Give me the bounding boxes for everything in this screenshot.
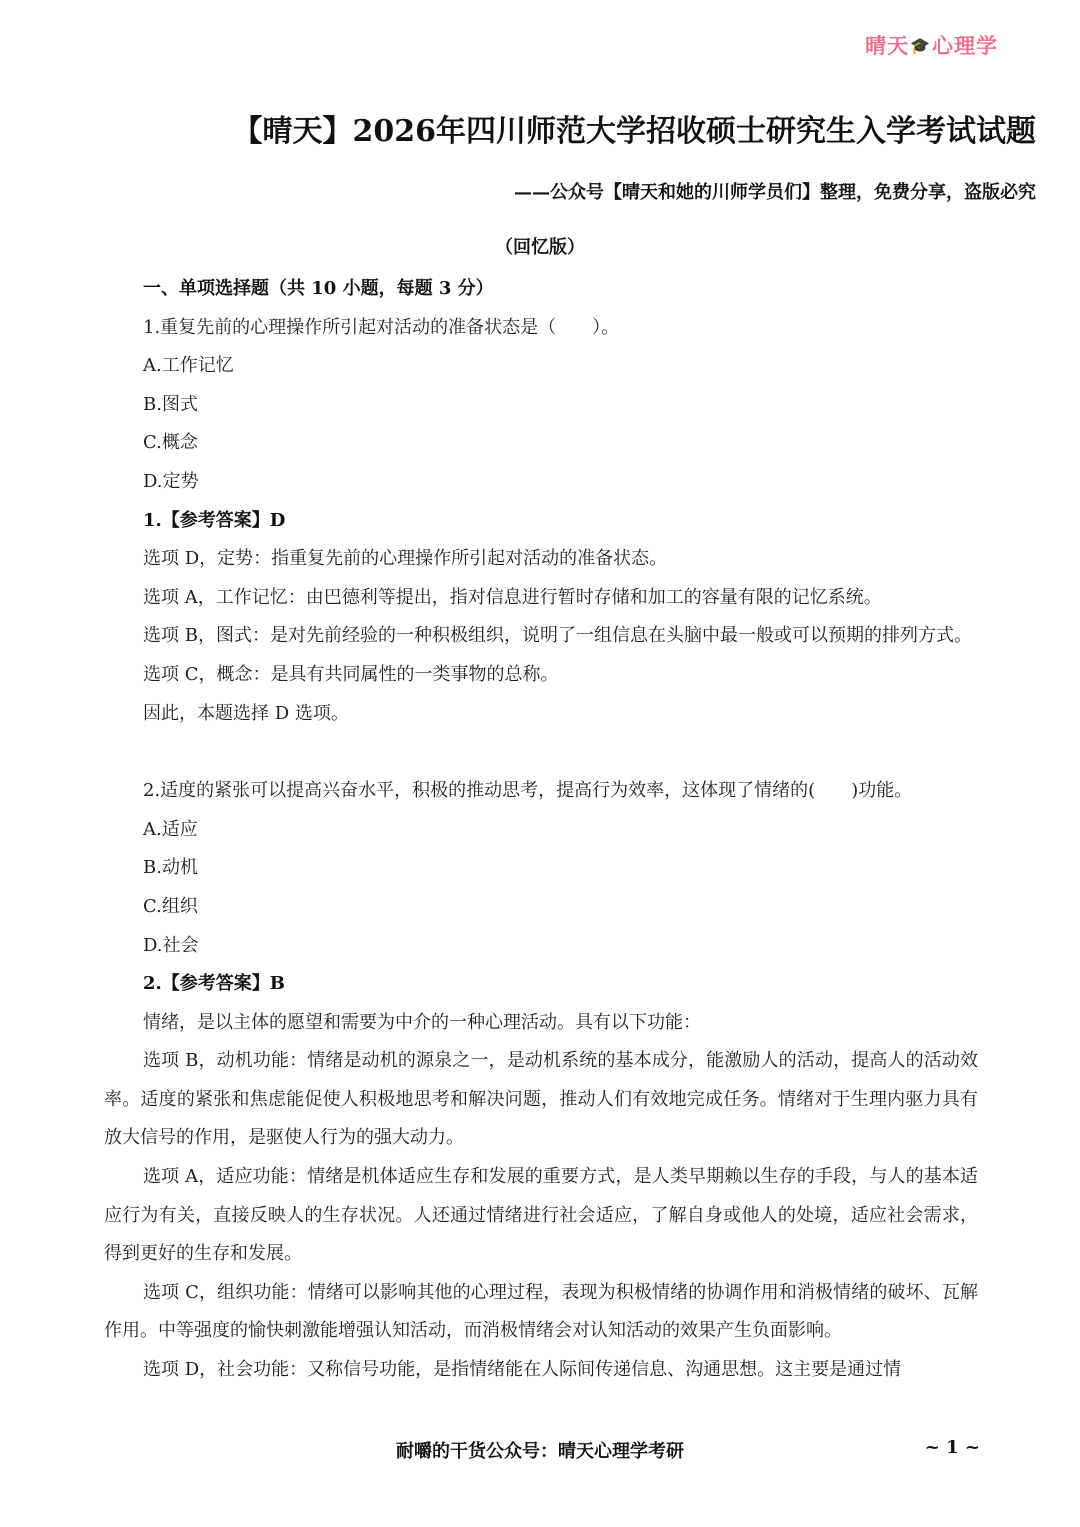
option-item: D.定势 bbox=[143, 470, 199, 492]
option-item: A.工作记忆 bbox=[143, 355, 234, 377]
explanation-paragraph: 选项 C，概念：是具有共同属性的一类事物的总称。 bbox=[143, 663, 559, 685]
explanation-paragraph: 选项 D，社会功能：又称信号功能，是指情绪能在人际间传递信息、沟通思想。这主要是通过情 bbox=[143, 1359, 902, 1381]
option-item: C.组织 bbox=[143, 895, 198, 917]
explanation-paragraph: 选项 D，定势：指重复先前的心理操作所引起对活动的准备状态。 bbox=[143, 548, 668, 570]
page-title: 【晴天】2026年四川师范大学招收硕士研究生入学考试试题 bbox=[232, 114, 1036, 149]
explanation-paragraph: 选项 A，适应功能：情绪是机体适应生存和发展的重要方式，是人类早期赖以生存的手段，与人的基本适应行为有关，直接反映人的生存状况。人还通过情绪进行社会适应，了解自身或他人的处境，适应社会需求，得到更好的生存和发展。 bbox=[104, 1166, 978, 1265]
footer-text: 耐嚼的干货公众号：晴天心理学考研 bbox=[396, 1441, 684, 1462]
question-stem: 2.适度的紧张可以提高兴奋水平，积极的推动思考，提高行为效率，这体现了情绪的( )功能。 bbox=[143, 780, 913, 802]
spacer bbox=[104, 733, 978, 772]
explanation-paragraph: 选项 B，图式：是对先前经验的一种积极组织，说明了一组信息在头脑中最一般或可以预期的排列方式。 bbox=[143, 625, 972, 647]
explanation-paragraph: 情绪，是以主体的愿望和需要为中介的一种心理活动。具有以下功能： bbox=[143, 1011, 701, 1033]
section-heading: 一、单项选择题（共 10 小题，每题 3 分） bbox=[143, 278, 494, 299]
explanation-paragraph: 因此，本题选择 D 选项。 bbox=[143, 702, 349, 724]
option-item: C.概念 bbox=[143, 432, 198, 454]
answer-heading: 2.【参考答案】B bbox=[143, 973, 286, 995]
document-body bbox=[104, 270, 978, 1390]
explanation-paragraph: 选项 A，工作记忆：由巴德利等提出，指对信息进行暂时存储和加工的容量有限的记忆系统。 bbox=[143, 586, 882, 608]
answer-heading: 1.【参考答案】D bbox=[143, 509, 286, 531]
option-item: D.社会 bbox=[143, 934, 199, 956]
question-stem: 1.重复先前的心理操作所引起对活动的准备状态是（ ）。 bbox=[143, 316, 620, 338]
page-number: ~ 1 ~ bbox=[924, 1437, 980, 1458]
recall-label: （回忆版） bbox=[495, 237, 585, 258]
explanation-paragraph: 选项 C，组织功能：情绪可以影响其他的心理过程，表现为积极情绪的协调作用和消极情绪的破坏、瓦解作用。中等强度的愉快刺激能增强认知活动，而消极情绪会对认知活动的效果产生负面影响。 bbox=[104, 1281, 978, 1342]
option-item: B.图式 bbox=[143, 393, 198, 415]
page-subtitle: ——公众号【晴天和她的川师学员们】整理，免费分享，盗版必究 bbox=[514, 182, 1036, 203]
option-item: B.动机 bbox=[143, 857, 198, 879]
logo-text-left: 晴天 bbox=[865, 34, 910, 58]
graduation-cap-icon: 🎓 bbox=[910, 35, 931, 55]
explanation-paragraph: 选项 B，动机功能：情绪是动机的源泉之一，是动机系统的基本成分，能激励人的活动，提高人的活动效率。适度的紧张和焦虑能促使人积极地思考和解决问题，推动人们有效地完成任务。情绪对于生理内驱力具有放大信号的作用，是驱使人行为的强大动力。 bbox=[104, 1050, 978, 1149]
logo-text-right: 心理学 bbox=[932, 34, 998, 58]
option-item: A.适应 bbox=[143, 818, 198, 840]
brand-logo bbox=[865, 30, 998, 60]
